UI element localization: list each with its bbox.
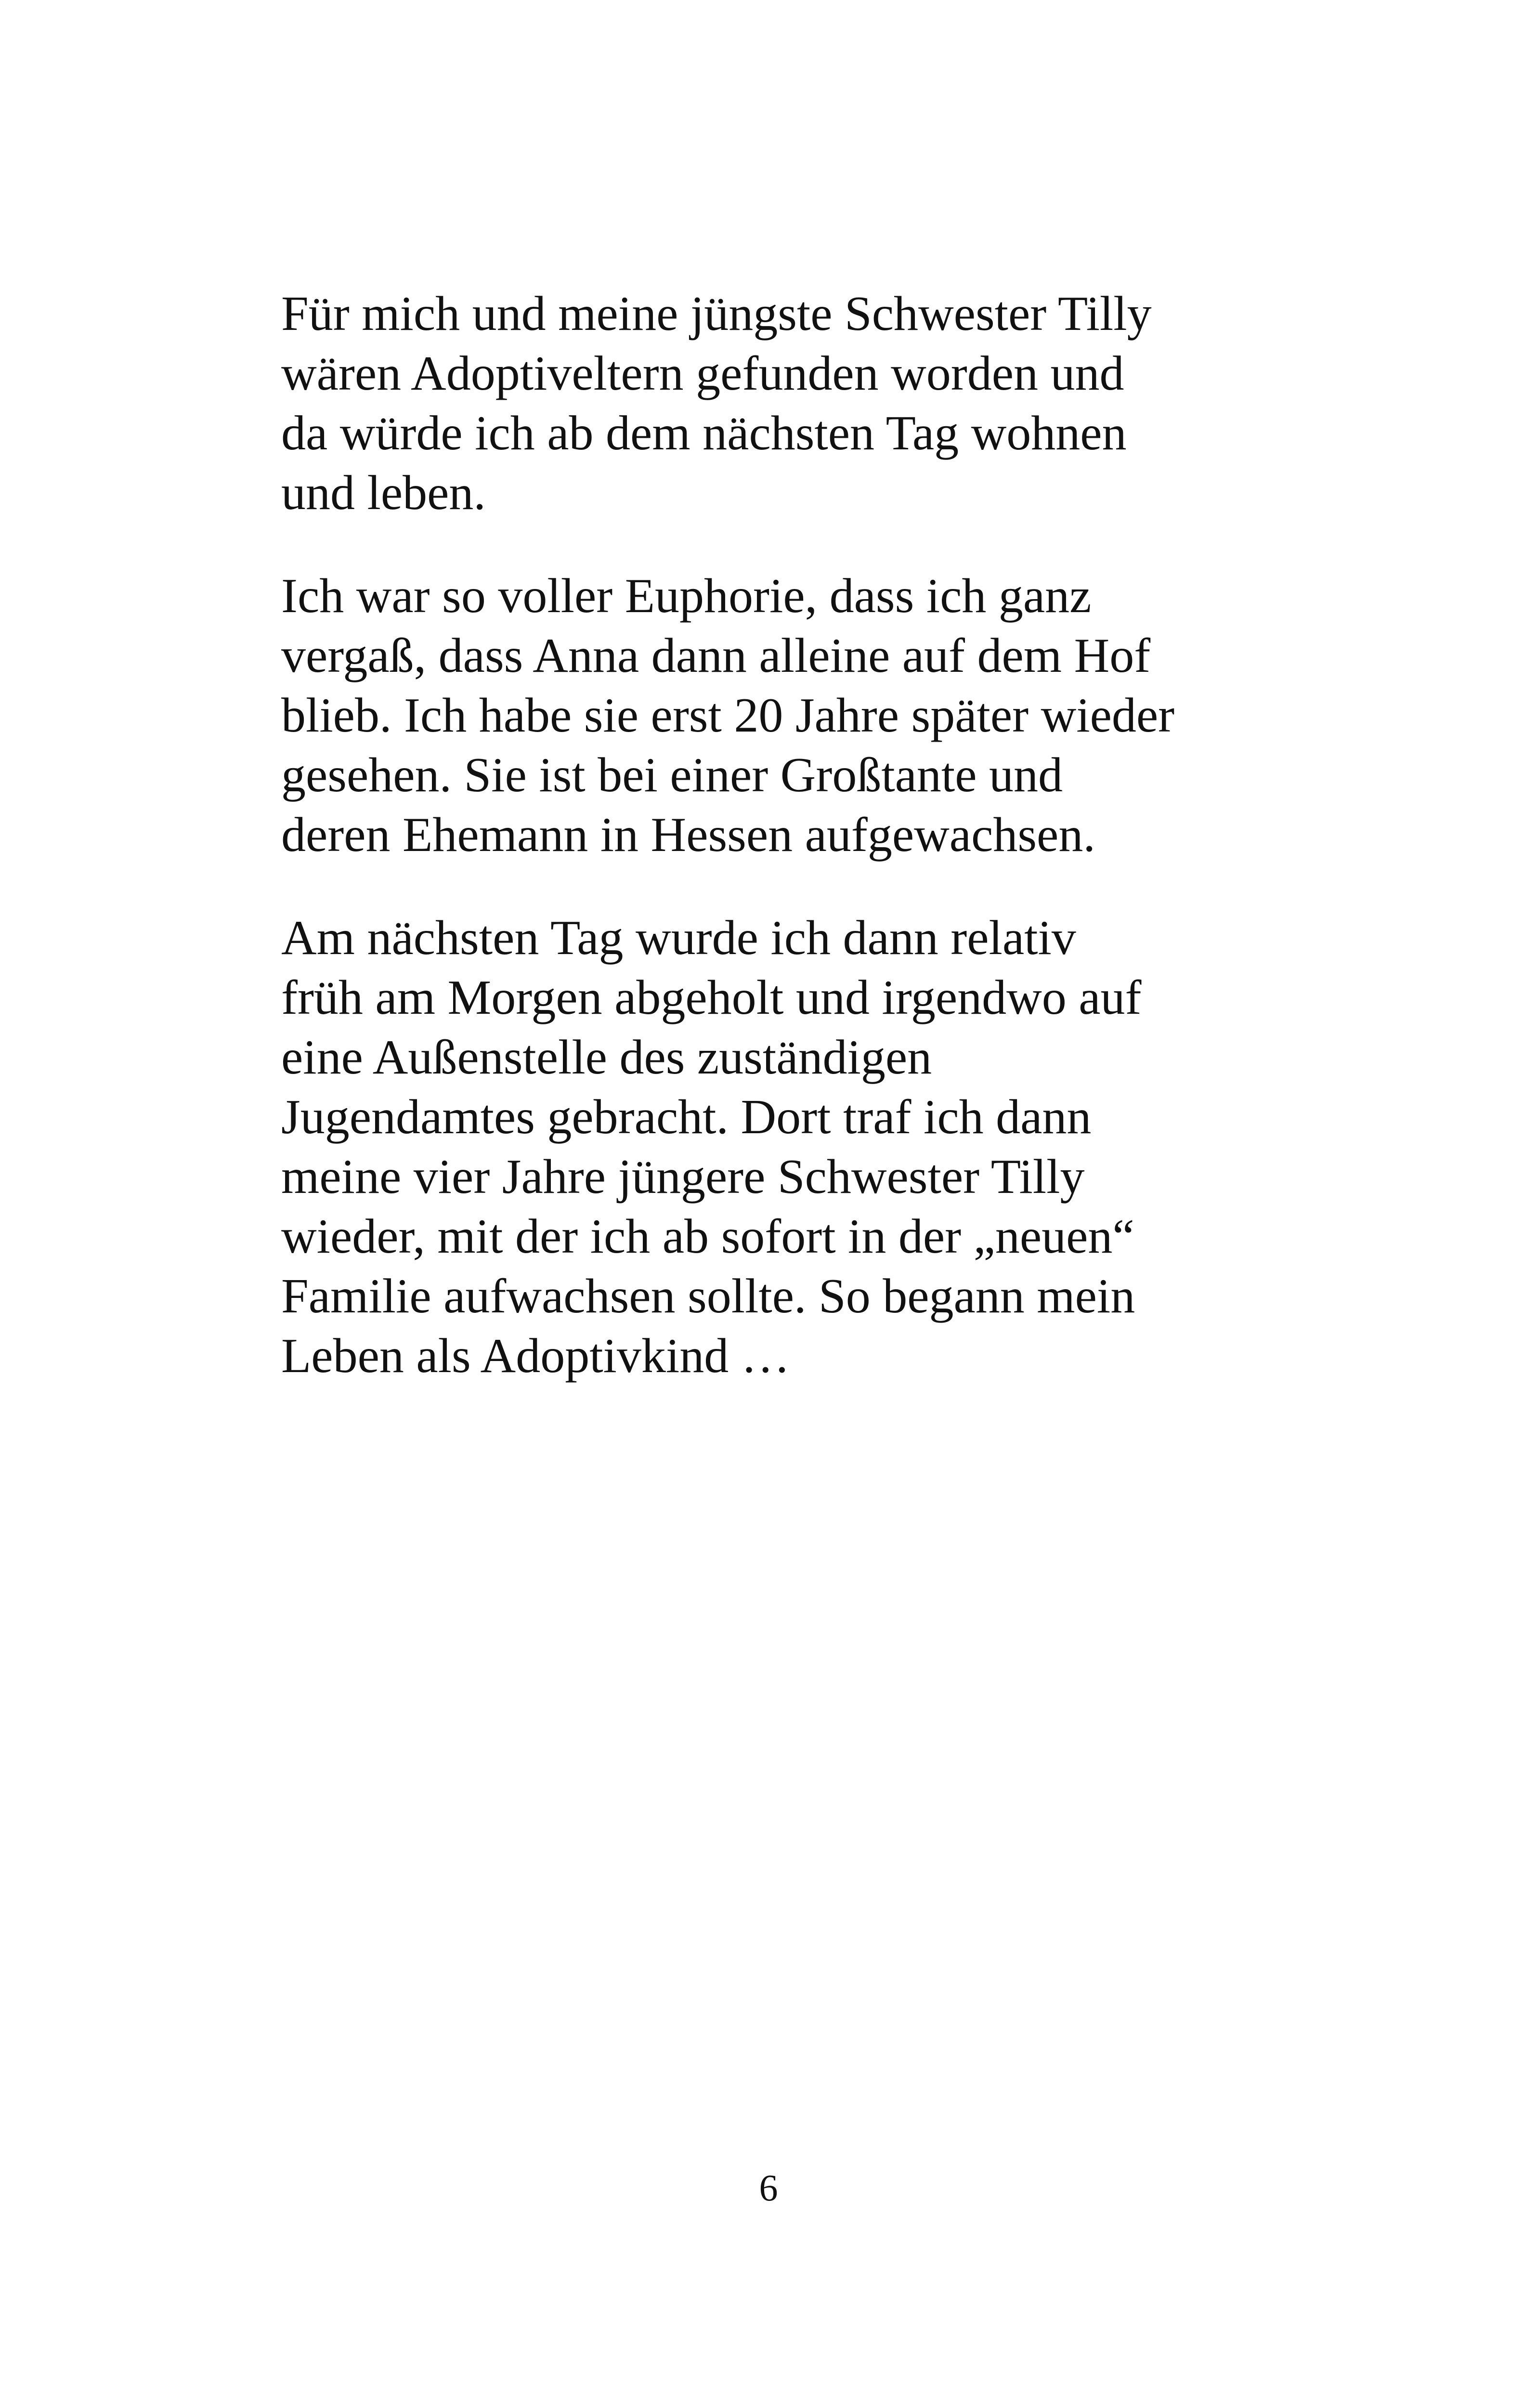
paragraph-1: [281, 284, 1273, 523]
text-line: Ich war so voller Euphorie, dass ich ganz: [281, 569, 1092, 623]
paragraph-2: [281, 566, 1273, 865]
text-line: gesehen. Sie ist bei einer Großtante und: [281, 748, 1063, 802]
text-line: vergaß, dass Anna dann alleine auf dem Hof: [281, 628, 1151, 683]
text-line: wieder, mit der ich ab sofort in der „neuen“: [281, 1209, 1134, 1264]
body-text: [281, 284, 1273, 1429]
paragraph-3: [281, 908, 1273, 1386]
page-number: 6: [759, 2167, 778, 2209]
text-line: wären Adoptiveltern gefunden worden und: [281, 346, 1124, 401]
text-line: da würde ich ab dem nächsten Tag wohnen: [281, 406, 1127, 460]
text-line: Jugendamtes gebracht. Dort traf ich dann: [281, 1090, 1092, 1144]
text-line: Leben als Adoptivkind …: [281, 1329, 790, 1383]
text-line: blieb. Ich habe sie erst 20 Jahre später wieder: [281, 688, 1175, 743]
text-line: Am nächsten Tag wurde ich dann relativ: [281, 911, 1076, 965]
text-line: Familie aufwachsen sollte. So begann mein: [281, 1269, 1135, 1323]
text-line: und leben.: [281, 466, 486, 520]
text-line: eine Außenstelle des zuständigen: [281, 1030, 932, 1085]
text-line: früh am Morgen abgeholt und irgendwo auf: [281, 970, 1142, 1025]
text-line: Für mich und meine jüngste Schwester Tilly: [281, 287, 1152, 341]
text-line: deren Ehemann in Hessen aufgewachsen.: [281, 808, 1095, 862]
text-line: meine vier Jahre jüngere Schwester Tilly: [281, 1150, 1085, 1204]
